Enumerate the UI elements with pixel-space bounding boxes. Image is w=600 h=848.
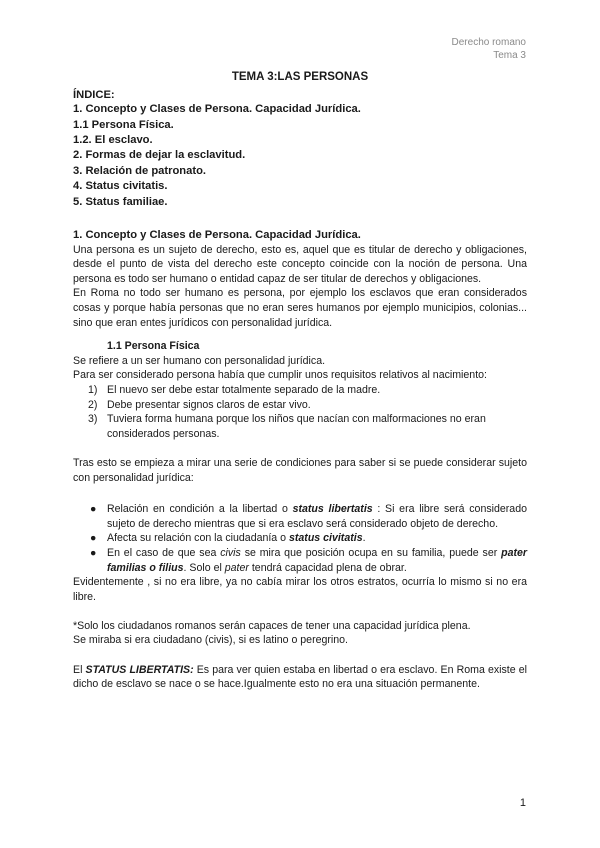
index-list — [73, 102, 527, 210]
paragraph: El STATUS LIBERTATIS: Es para ver quien estaba en libertad o era esclavo. En Roma existe el dicho de esclavo se nace o se hace.Igualmente esto no era una situación permanente. — [73, 663, 527, 691]
note: Se miraba si era ciudadano (civis), si es latino o peregrino. — [73, 634, 348, 647]
page-header — [452, 36, 526, 62]
requirements-list — [73, 383, 527, 441]
bullet-icon: ● — [90, 546, 97, 559]
term-civis: civis — [220, 546, 241, 559]
index-item: 5. Status familiae. — [73, 195, 168, 208]
document-title: TEMA 3:LAS PERSONAS — [231, 71, 369, 83]
header-topic: Tema 3 — [493, 50, 526, 61]
paragraph: Para ser considerado persona había que cumplir unos requisitos relativos al nacimiento: — [73, 369, 487, 382]
index-item: 1.2. El esclavo. — [73, 134, 153, 146]
index-item: 3. Relación de patronato. — [73, 164, 207, 177]
list-item — [73, 398, 527, 413]
list-item: ● Afecta su relación con la ciudadanía o status civitatis. — [90, 532, 366, 545]
list-item — [73, 412, 527, 441]
list-text: El nuevo ser debe estar totalmente separado de la madre. — [107, 383, 381, 396]
paragraph: Una persona es un sujeto de derecho, esto es, aquel que es titular de derecho y obligaciones, desde el punto de vista del derecho este concepto coincide con la noción de persona. Una persona es todo ser humano o entidad capaz de ser titular de derechos y obligaciones. — [73, 243, 527, 285]
bullet-icon: ● — [90, 532, 97, 545]
list-item — [73, 383, 527, 398]
list-text: Debe presentar signos claros de estar vivo. — [107, 398, 311, 411]
index-item: 2. Formas de dejar la esclavitud. — [73, 149, 246, 162]
subsection-heading: 1.1 Persona Física — [107, 340, 200, 353]
index-heading: ÍNDICE: — [73, 88, 115, 101]
term-status-libertatis-caps: STATUS LIBERTATIS: — [85, 663, 194, 676]
document-body — [73, 70, 527, 692]
index-item: 1. Concepto y Clases de Persona. Capacidad Jurídica. — [73, 103, 361, 116]
list-item: ● En el caso de que sea civis se mira que posición ocupa en su familia, puede ser pater familias o filius. Solo el pater tendrá capacidad plena de obrar. — [90, 546, 528, 574]
term-status-civitatis: status civitatis — [288, 532, 363, 545]
list-item: ● Relación en condición a la libertad o status libertatis : Si era libre será considerado sujeto de derecho mientras que si era esclavo será considerado objeto de derecho. — [90, 503, 527, 530]
page-number: 1 — [519, 797, 526, 809]
term-pater: pater — [224, 561, 249, 574]
header-subject: Derecho romano — [451, 37, 526, 48]
paragraph: Se refiere a un ser humano con personalidad jurídica. — [73, 354, 326, 367]
paragraph: Evidentemente , si no era libre, ya no cabía mirar los otros estratos, ocurría lo mismo si no era libre. — [73, 576, 527, 603]
note: *Solo los ciudadanos romanos serán capaces de tener una capacidad jurídica plena. — [73, 619, 471, 632]
list-number: 2) — [88, 398, 98, 411]
index-item: 1.1 Persona Física. — [73, 118, 174, 131]
conditions-list — [73, 502, 527, 575]
bullet-icon: ● — [90, 503, 97, 516]
list-number: 1) — [88, 383, 98, 396]
term-pater-familias: pater familias o filius — [107, 546, 528, 574]
index-item: 4. Status civitatis. — [73, 180, 168, 193]
section-heading: 1. Concepto y Clases de Persona. Capacidad Jurídica. — [73, 229, 361, 242]
paragraph: Tras esto se empieza a mirar una serie de condiciones para saber si se puede considerar sujeto con personalidad jurídica: — [73, 456, 527, 484]
list-number: 3) — [88, 413, 98, 426]
list-text: Tuviera forma humana porque los niños que nacían con malformaciones no eran considerados personas. — [107, 413, 486, 440]
term-status-libertatis: status libertatis — [292, 503, 373, 516]
paragraph: En Roma no todo ser humano es persona, por ejemplo los esclavos que eran considerados cosas y porque había personas que no eran seres humanos por ejemplo municipios, colonias... sino que eran entes jurídicos con personalidad jurídica. — [73, 287, 527, 329]
